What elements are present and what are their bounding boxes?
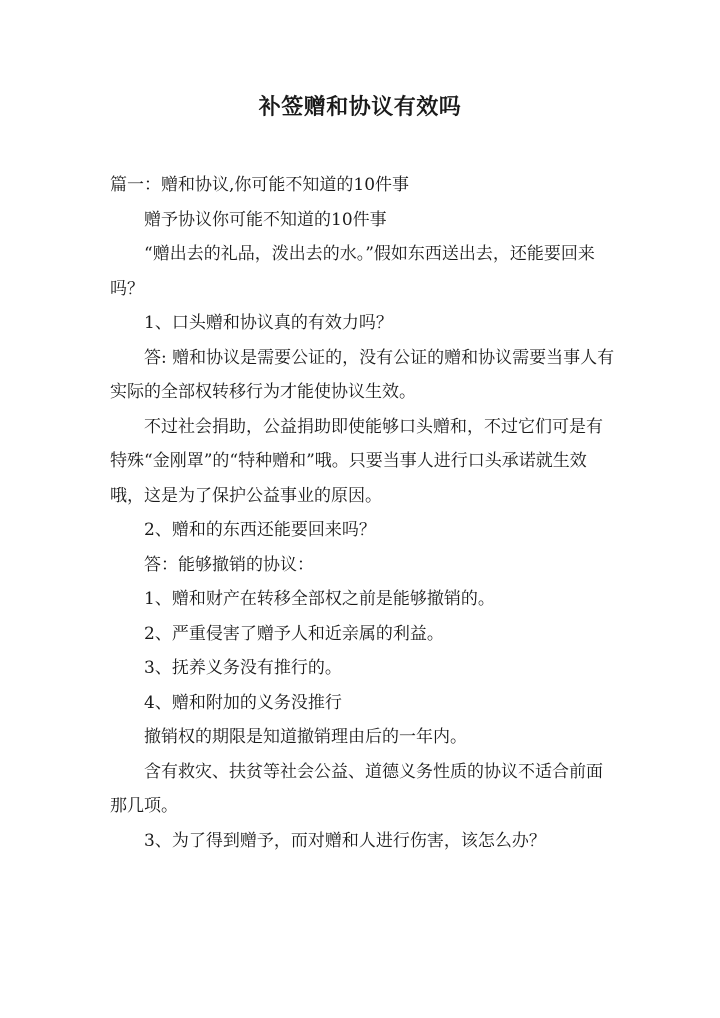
paragraph-8: 答：能够撤销的协议： — [144, 554, 314, 575]
paragraph-15: 3、为了得到赠予，而对赠和人进行伤害，该怎么办？ — [144, 830, 546, 851]
paragraph-4: 1、口头赠和协议真的有效力吗？ — [144, 313, 393, 333]
paragraph-12: 4、赠和附加的义务没推行 — [144, 692, 342, 713]
paragraph-13: 撤销权的期限是知道撤销理由后的一年内。 — [144, 727, 467, 747]
paragraph-2: 赠予协议你可能不知道的10件事 — [144, 209, 387, 230]
paragraph-14: 含有救灾、扶贫等社会公益、道德义务性质的协议不适合前面那几项。 — [110, 761, 603, 816]
paragraph-11: 3、抚养义务没有推行的。 — [144, 658, 342, 678]
paragraph-7: 2、赠和的东西还能要回来吗？ — [144, 520, 376, 540]
paragraph-6: 不过社会捐助，公益捐助即使能够口头赠和，不过它们可是有特殊“金刚罩”的“特种赠和”哦。只要当事人进行口头承诺就生效哦，这是为了保护公益事业的原因。 — [110, 416, 603, 506]
document-body — [110, 168, 616, 858]
paragraph-3: “赠出去的礼品，泼出去的水。”假如东西送出去，还能要回来吗？ — [110, 244, 595, 299]
paragraph-1: 篇一：赠和协议,你可能不知道的10件事 — [110, 175, 410, 195]
document-title: 补签赠和协议有效吗 — [258, 94, 462, 120]
paragraph-9: 1、赠和财产在转移全部权之前是能够撤销的。 — [144, 589, 495, 609]
paragraph-5: 答: 赠和协议是需要公证的，没有公证的赠和协议需要当事人有实际的全部权转移行为才能使协议生效。 — [110, 347, 615, 402]
paragraph-10: 2、严重侵害了赠予人和近亲属的利益。 — [144, 623, 444, 644]
